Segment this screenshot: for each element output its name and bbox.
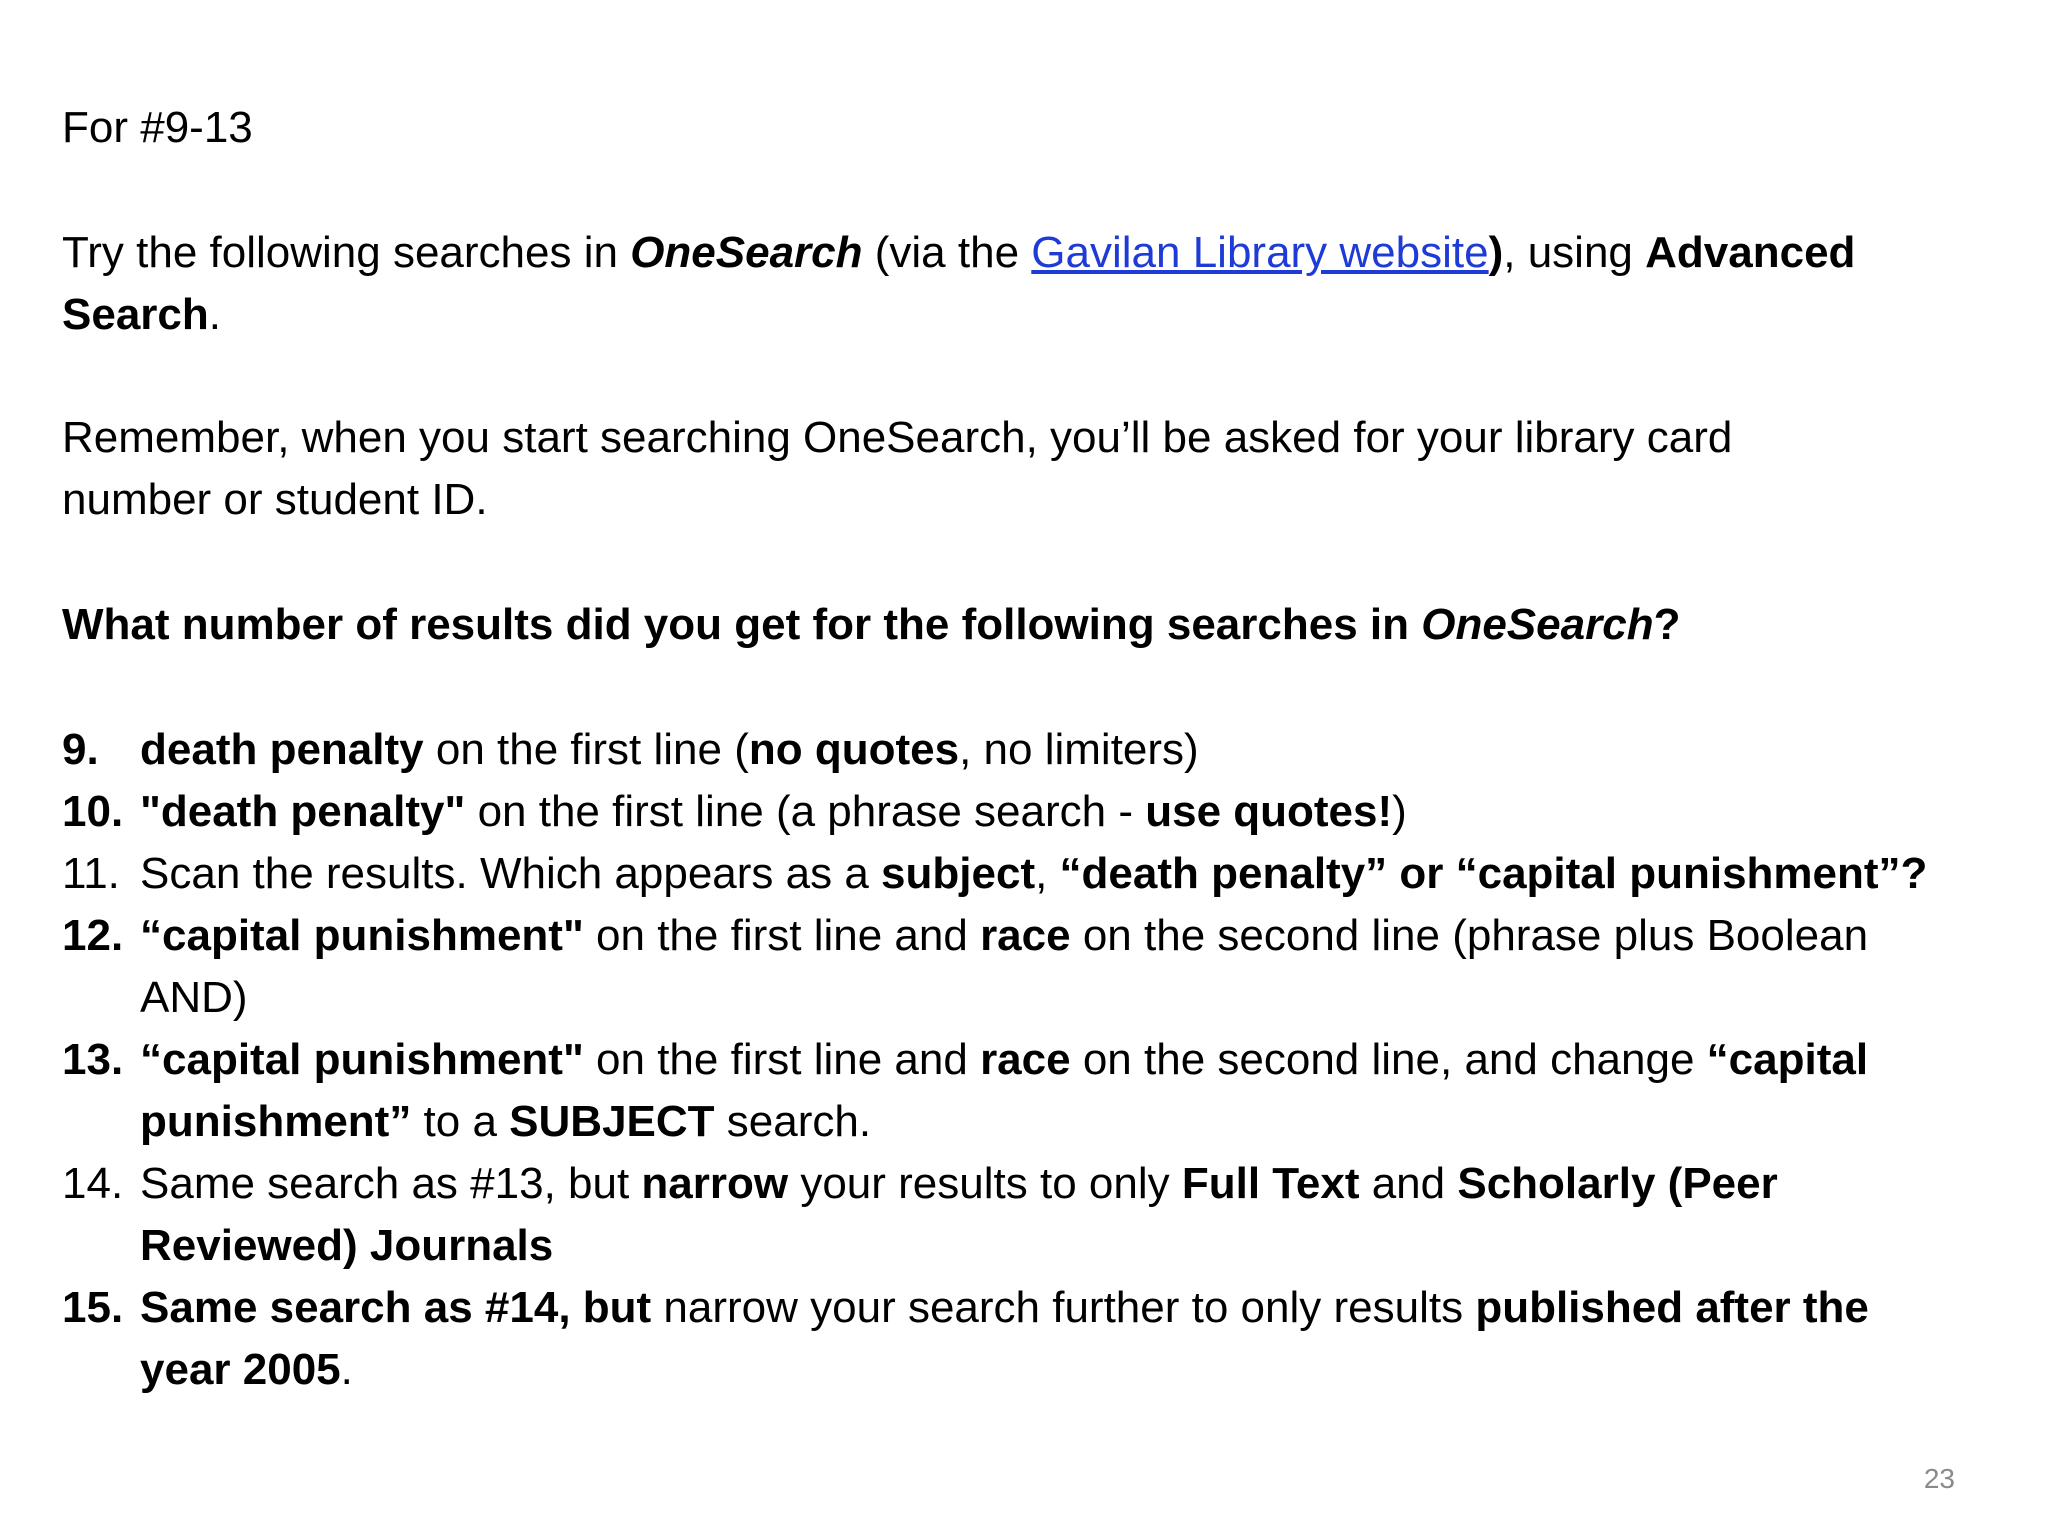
- bold-term: “capital: [1706, 1035, 1869, 1084]
- list-item-segment: to a: [411, 1097, 510, 1146]
- list-item-number: 13.: [62, 1035, 124, 1084]
- list-item-text: [140, 905, 2022, 1029]
- advanced-emphasis: Advanced: [1645, 228, 1856, 277]
- question-text: What number of results did you get for the following searches in: [62, 600, 1422, 649]
- range-text: For #9-13: [62, 103, 253, 152]
- list-item-number: 12.: [62, 911, 124, 960]
- list-item: [62, 1029, 2022, 1153]
- bold-term: Same search as #14, but: [140, 1283, 652, 1332]
- section-range-heading: [62, 97, 2022, 159]
- list-item-segment: AND): [140, 973, 248, 1022]
- list-item-text: [140, 1029, 2022, 1153]
- instructions-text: .: [208, 290, 221, 339]
- list-item-segment: .: [340, 1345, 353, 1394]
- list-item: [62, 1277, 2022, 1401]
- list-item-number: 14.: [62, 1159, 124, 1208]
- question-mark: ?: [1653, 600, 1681, 649]
- list-item-segment: Same search as #13, but: [140, 1159, 642, 1208]
- bold-term: punishment”: [140, 1097, 412, 1146]
- bold-term: death penalty: [140, 725, 424, 774]
- page-number: 23: [1923, 1463, 1955, 1494]
- list-item-segment: on the second line (phrase plus Boolean: [1070, 911, 1869, 960]
- list-item: [62, 905, 2022, 1029]
- list-item: [62, 843, 2022, 905]
- bold-term: Reviewed) Journals: [140, 1221, 554, 1270]
- list-item: [62, 781, 2022, 843]
- instructions-text: Try the following searches in: [62, 228, 631, 277]
- bold-term: race: [980, 911, 1071, 960]
- list-item-segment: , no limiters): [959, 725, 1199, 774]
- list-item-segment: ): [1392, 787, 1407, 836]
- search-emphasis: Search: [62, 290, 209, 339]
- instructions-line-2: [62, 284, 2022, 346]
- onesearch-emphasis: OneSearch: [1421, 600, 1654, 649]
- gavilan-library-link[interactable]: Gavilan Library website: [1031, 228, 1489, 277]
- bold-term: year 2005: [140, 1345, 341, 1394]
- bold-term: no quotes: [748, 725, 960, 774]
- bold-term: "death penalty": [140, 787, 466, 836]
- list-item-number: 9.: [62, 725, 99, 774]
- instructions-text: ): [1488, 228, 1504, 277]
- bold-term: Full Text: [1181, 1159, 1360, 1208]
- list-item-segment: and: [1359, 1159, 1458, 1208]
- onesearch-emphasis: OneSearch: [630, 228, 863, 277]
- list-item-segment: Scan the results. Which appears as a: [140, 849, 882, 898]
- bold-term: subject: [881, 849, 1036, 898]
- bold-term: “capital punishment": [140, 911, 584, 960]
- question-heading: [62, 594, 2022, 656]
- bold-term: “death penalty” or “capital punishment”?: [1059, 849, 1928, 898]
- bold-term: use quotes!: [1145, 787, 1393, 836]
- list-item-number: 11.: [62, 849, 120, 898]
- bold-term: narrow: [641, 1159, 789, 1208]
- bold-term: published after the: [1475, 1283, 1869, 1332]
- bold-term: Scholarly (Peer: [1457, 1159, 1778, 1208]
- bold-term: “capital punishment": [140, 1035, 584, 1084]
- list-item-text: [140, 719, 2022, 781]
- list-item-segment: narrow your search further to only results: [651, 1283, 1476, 1332]
- list-item-segment: your results to only: [788, 1159, 1182, 1208]
- list-item: [62, 719, 2022, 781]
- list-item-text: [140, 1277, 2022, 1401]
- instructions-text: , using: [1503, 228, 1646, 277]
- bold-term: race: [980, 1035, 1071, 1084]
- list-item-segment: on the first line and: [583, 1035, 981, 1084]
- list-item-segment: on the second line, and change: [1070, 1035, 1707, 1084]
- list-item-text: [140, 781, 2022, 843]
- reminder-paragraph: [62, 407, 2022, 531]
- list-item-segment: search.: [714, 1097, 872, 1146]
- list-item: [62, 1153, 2022, 1277]
- list-item-text: [140, 1153, 2022, 1277]
- list-item-segment: ,: [1035, 849, 1060, 898]
- list-item-segment: on the first line (a phrase search -: [465, 787, 1146, 836]
- list-item-number: 15.: [62, 1283, 124, 1332]
- instructions-line-1: [62, 222, 2022, 284]
- list-item-segment: on the first line and: [583, 911, 981, 960]
- list-item-segment: on the first line (: [423, 725, 749, 774]
- reminder-line-1: Remember, when you start searching OneSearch, you’ll be asked for your library card: [62, 413, 1733, 462]
- search-task-list: [62, 719, 2022, 1401]
- instructions-paragraph: [62, 222, 2022, 346]
- list-item-number: 10.: [62, 787, 124, 836]
- list-item-text: [140, 843, 2022, 905]
- bold-term: SUBJECT: [509, 1097, 715, 1146]
- instructions-text: (via the: [862, 228, 1032, 277]
- reminder-line-2: number or student ID.: [62, 475, 488, 524]
